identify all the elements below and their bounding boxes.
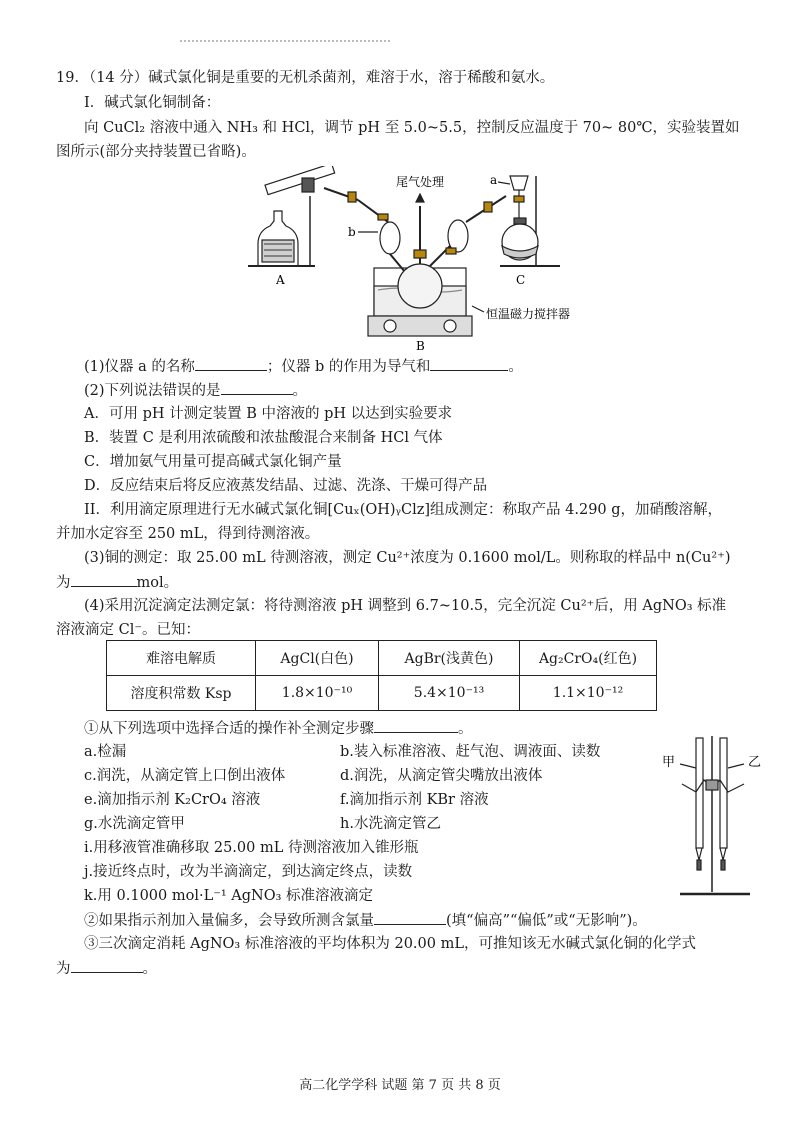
step-option-b: b.装入标准溶液、赶气泡、调液面、读数 — [340, 744, 601, 760]
step-option-d: d.润洗，从滴定管尖嘴放出液体 — [340, 768, 543, 784]
q3-blank[interactable] — [71, 572, 137, 587]
q4-line-1: (4)采用沉淀滴定法测定氯：将待测溶液 pH 调整到 6.7~10.5，完全沉淀 Cu²⁺后，用 AgNO₃ 标准 — [84, 598, 727, 614]
q4-sub1-blank[interactable] — [374, 718, 458, 733]
q1-blank-1[interactable] — [195, 356, 267, 371]
part1-title: I．碱式氯化铜制备： — [84, 95, 221, 111]
q1-end: 。 — [508, 359, 523, 375]
table-row — [107, 676, 657, 711]
table-cell: 5.4×10⁻¹³ — [379, 676, 520, 711]
table-header: Ag₂CrO₄(红色) — [520, 641, 657, 676]
q4-sub3-line-1: ③三次滴定消耗 AgNO₃ 标准溶液的平均体积为 20.00 mL，可推知该无水碱式氯化铜的化学式 — [84, 936, 696, 952]
q3-line-2 — [56, 572, 178, 593]
step-option-i: i.用移液管准确移取 25.00 mL 待测溶液加入锥形瓶 — [84, 840, 419, 856]
table-header: 难溶电解质 — [107, 641, 256, 676]
q2-option-c: C．增加氨气用量可提高碱式氯化铜产量 — [84, 454, 342, 470]
q3-part-a: 为 — [56, 575, 71, 591]
q4-sub2-line — [84, 910, 647, 931]
q2-stem-text: (2)下列说法错误的是 — [84, 383, 221, 399]
stirrer-label: 恒温磁力搅拌器 — [486, 307, 571, 321]
q2-option-b: B．装置 C 是利用浓硫酸和浓盐酸混合来制备 HCl 气体 — [84, 430, 443, 446]
ksp-table — [106, 640, 657, 711]
q2-blank[interactable] — [221, 380, 293, 395]
q2-end: 。 — [292, 383, 308, 399]
table-cell: 1.1×10⁻¹² — [520, 676, 657, 711]
step-option-c: c.润洗，从滴定管上口倒出液体 — [84, 768, 286, 784]
question-head: 19．（14 分）碱式氯化铜是重要的无机杀菌剂，难溶于水，溶于稀酸和氨水。 — [56, 70, 555, 86]
intro-line-1: 向 CuCl₂ 溶液中通入 NH₃ 和 HCl，调节 pH 至 5.0~5.5，控制反应温度于 70~ 80℃，实验装置如 — [84, 120, 740, 136]
label-jia: 甲 — [662, 755, 676, 770]
step-option-h: h.水洗滴定管乙 — [340, 816, 441, 832]
step-option-e: e.滴加指示剂 K₂CrO₄ 溶液 — [84, 792, 261, 808]
q4-sub3-part-b: 。 — [142, 961, 157, 977]
label-C: C — [516, 273, 526, 287]
step-option-a: a.检漏 — [84, 744, 127, 760]
q4-sub3-part-a: 为 — [56, 961, 71, 977]
q4-sub1-end: 。 — [458, 721, 473, 737]
q2-stem — [84, 380, 307, 401]
q1-blank-2[interactable] — [430, 356, 508, 371]
step-option-g: g.水洗滴定管甲 — [84, 816, 185, 832]
label-B: B — [416, 339, 425, 352]
q1-line — [84, 356, 523, 377]
table-header: AgCl(白色) — [256, 641, 379, 676]
q4-sub2-part-b: (填“偏高”“偏低”或“无影响”)。 — [446, 913, 647, 929]
scan-artifact — [180, 40, 390, 50]
q4-sub3-line-2 — [56, 958, 157, 979]
label-a: a — [490, 173, 498, 187]
burette-figure — [660, 736, 770, 902]
part2-line-1: II．利用滴定原理进行无水碱式氯化铜[Cuₓ(OH)ᵧClz]组成测定：称取产品 4.290 g，加硝酸溶解， — [84, 502, 723, 518]
step-option-j: j.接近终点时，改为半滴滴定，到达滴定终点，读数 — [84, 864, 413, 880]
q3-line-1: (3)铜的测定：取 25.00 mL 待测溶液，测定 Cu²⁺浓度为 0.1600 mol/L。则称取的样品中 n(Cu²⁺) — [84, 550, 731, 566]
table-row — [107, 641, 657, 676]
part2-line-2: 并加水定容至 250 mL，得到待测溶液。 — [56, 526, 320, 542]
apparatus-figure — [240, 166, 600, 352]
q4-sub1-text: ①从下列选项中选择合适的操作补全测定步骤 — [84, 721, 374, 737]
q2-option-d: D．反应结束后将反应液蒸发结晶、过滤、洗涤、干燥可得产品 — [84, 478, 488, 494]
q2-option-a: A．可用 pH 计测定装置 B 中溶液的 pH 以达到实验要求 — [84, 406, 453, 422]
label-b: b — [348, 225, 356, 239]
table-row-label: 溶度积常数 Ksp — [107, 676, 256, 711]
label-A: A — [276, 273, 285, 287]
page-footer: 高二化学学科 试题 第 7 页 共 8 页 — [299, 1078, 501, 1093]
step-option-f: f.滴加指示剂 KBr 溶液 — [340, 792, 489, 808]
label-yi: 乙 — [748, 755, 762, 770]
step-option-k: k.用 0.1000 mol·L⁻¹ AgNO₃ 标准溶液滴定 — [84, 888, 374, 904]
q1-part-a: (1)仪器 a 的名称 — [84, 359, 195, 375]
tail-gas-label: 尾气处理 — [396, 175, 445, 189]
q3-part-b: mol。 — [136, 575, 179, 591]
q4-line-2: 溶液滴定 Cl⁻。已知： — [56, 622, 200, 638]
q4-sub2-part-a: ②如果指示剂加入量偏多，会导致所测含氯量 — [84, 913, 374, 929]
table-header: AgBr(浅黄色) — [379, 641, 520, 676]
intro-line-2: 图所示(部分夹持装置已省略)。 — [56, 144, 256, 160]
q4-sub3-blank[interactable] — [71, 958, 143, 973]
q1-part-b: ；仪器 b 的作用为导气和 — [266, 359, 431, 375]
q4-sub1-stem — [84, 718, 473, 739]
table-cell: 1.8×10⁻¹⁰ — [256, 676, 379, 711]
q4-sub2-blank[interactable] — [374, 910, 446, 925]
